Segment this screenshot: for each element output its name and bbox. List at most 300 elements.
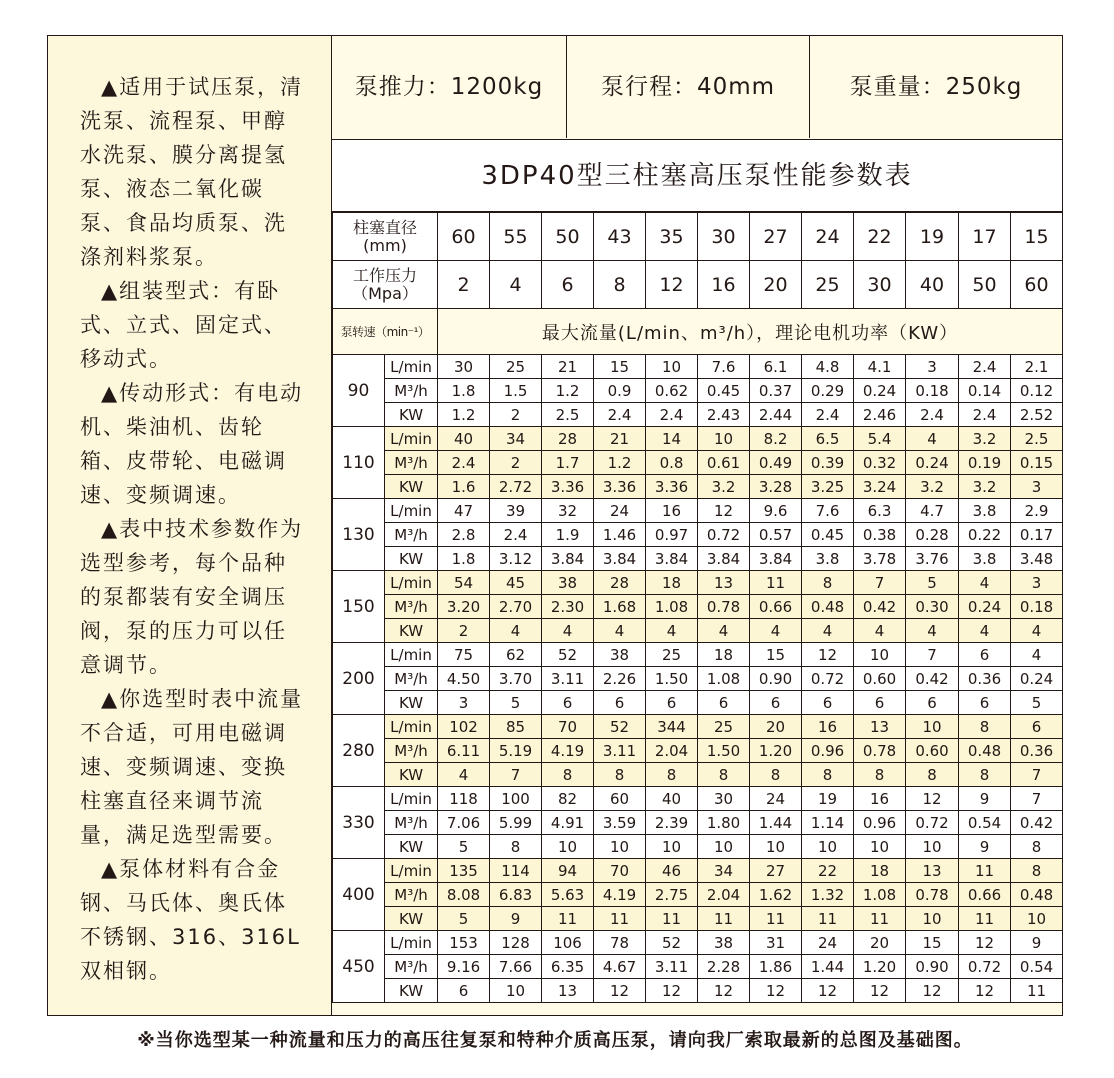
flow-m3h-value-cell: 1.5: [490, 379, 542, 403]
power-kw-value-cell: 7: [1011, 763, 1063, 787]
flow-m3h-value-cell: 3.20: [438, 595, 490, 619]
flow-m3h-value-cell: 0.18: [1011, 595, 1063, 619]
speed-200-flow-m3h-row: [333, 667, 1063, 691]
flow-m3h-value-cell: 3.11: [542, 667, 594, 691]
flow-lmin-value-cell: 4: [1011, 643, 1063, 667]
power-kw-value-cell: 2.46: [854, 403, 906, 427]
flow-lmin-value-cell: 6.3: [854, 499, 906, 523]
power-kw-value-cell: 3.8: [802, 547, 854, 571]
flow-lmin-value-cell: 8.2: [750, 427, 802, 451]
power-kw-value-cell: 10: [906, 835, 959, 859]
flow-m3h-value-cell: 0.49: [750, 451, 802, 475]
flow-m3h-value-cell: 1.68: [594, 595, 646, 619]
power-kw-value-cell: 11: [698, 907, 750, 931]
power-kw-value-cell: 4: [802, 619, 854, 643]
flow-lmin-value-cell: 3.2: [959, 427, 1011, 451]
flow-lmin-value-cell: 344: [646, 715, 698, 739]
flow-m3h-value-cell: 1.08: [646, 595, 698, 619]
flow-lmin-value-cell: 114: [490, 859, 542, 883]
power-kw-value-cell: 2.4: [646, 403, 698, 427]
flow-lmin-value-cell: 30: [698, 787, 750, 811]
power-kw-value-cell: 4: [490, 619, 542, 643]
speed-90-flow-m3h-row: [333, 379, 1063, 403]
flow-lmin-value-cell: 70: [542, 715, 594, 739]
flow-m3h-value-cell: 3.59: [594, 811, 646, 835]
flow-m3h-value-cell: 0.22: [959, 523, 1011, 547]
power-kw-value-cell: 2: [490, 403, 542, 427]
flow-m3h-value-cell: 8.08: [438, 883, 490, 907]
power-kw-value-cell: 10: [542, 835, 594, 859]
performance-table: [332, 212, 1063, 1003]
note-materials: ▲泵体材料有合金钢、马氏体、奥氏体不锈钢、316、316L双相钢。: [80, 857, 301, 983]
flow-lmin-value-cell: 38: [698, 931, 750, 955]
power-kw-value-cell: 6: [646, 691, 698, 715]
flow-lmin-value-cell: 14: [646, 427, 698, 451]
flow-lmin-value-cell: 153: [438, 931, 490, 955]
flow-lmin-unit-label: L/min: [385, 859, 438, 883]
flow-m3h-value-cell: 0.39: [802, 451, 854, 475]
flow-lmin-value-cell: 13: [698, 571, 750, 595]
pump-key-specs: [332, 36, 1062, 140]
power-kw-unit-label: KW: [385, 403, 438, 427]
flow-lmin-value-cell: 62: [490, 643, 542, 667]
speed-330-power-kw-row: [333, 835, 1063, 859]
plunger-diameter-cell: 19: [906, 213, 959, 261]
power-kw-unit-label: KW: [385, 907, 438, 931]
speed-90-flow-lmin-row: [333, 355, 1063, 379]
flow-lmin-value-cell: 27: [750, 859, 802, 883]
flow-lmin-value-cell: 20: [750, 715, 802, 739]
power-kw-value-cell: 3.25: [802, 475, 854, 499]
power-kw-value-cell: 8: [854, 763, 906, 787]
flow-m3h-value-cell: 0.24: [854, 379, 906, 403]
speed-150-flow-m3h-row: [333, 595, 1063, 619]
pump-speed-label: 泵转速（min⁻¹）: [333, 309, 438, 355]
flow-lmin-value-cell: 94: [542, 859, 594, 883]
power-kw-value-cell: 4: [698, 619, 750, 643]
working-pressure-cell: 16: [698, 261, 750, 309]
power-kw-value-cell: 10: [646, 835, 698, 859]
flow-m3h-value-cell: 2.8: [438, 523, 490, 547]
flow-lmin-value-cell: 8: [802, 571, 854, 595]
power-kw-value-cell: 2.44: [750, 403, 802, 427]
flow-lmin-value-cell: 32: [542, 499, 594, 523]
power-kw-value-cell: 2.5: [542, 403, 594, 427]
flow-m3h-value-cell: 0.24: [959, 595, 1011, 619]
flow-lmin-value-cell: 3: [1011, 571, 1063, 595]
flow-m3h-value-cell: 9.16: [438, 955, 490, 979]
flow-lmin-value-cell: 39: [490, 499, 542, 523]
flow-m3h-value-cell: 0.60: [854, 667, 906, 691]
flow-lmin-value-cell: 28: [542, 427, 594, 451]
flow-m3h-value-cell: 1.46: [594, 523, 646, 547]
power-kw-value-cell: 10: [1011, 907, 1063, 931]
plunger-diameter-cell: 27: [750, 213, 802, 261]
plunger-diameter-cell: 17: [959, 213, 1011, 261]
flow-power-header: 最大流量(L/min、m³/h），理论电机功率（KW）: [438, 309, 1063, 355]
power-kw-value-cell: 5: [438, 907, 490, 931]
flow-m3h-value-cell: 0.78: [854, 739, 906, 763]
flow-m3h-value-cell: 0.42: [1011, 811, 1063, 835]
flow-lmin-value-cell: 12: [959, 931, 1011, 955]
plunger-diameter-cell: 43: [594, 213, 646, 261]
note-drive-types: ▲传动形式：有电动机、柴油机、齿轮箱、皮带轮、电磁调速、变频调速。: [80, 381, 304, 507]
flow-m3h-unit-label: M³/h: [385, 451, 438, 475]
power-kw-value-cell: 8: [594, 763, 646, 787]
flow-lmin-value-cell: 2.4: [959, 355, 1011, 379]
power-kw-value-cell: 11: [1011, 979, 1063, 1003]
flow-lmin-value-cell: 38: [594, 643, 646, 667]
power-kw-value-cell: 3: [438, 691, 490, 715]
flow-m3h-value-cell: 5.63: [542, 883, 594, 907]
flow-lmin-value-cell: 15: [594, 355, 646, 379]
flow-lmin-value-cell: 18: [854, 859, 906, 883]
power-kw-value-cell: 6: [750, 691, 802, 715]
flow-lmin-value-cell: 6: [959, 643, 1011, 667]
flow-lmin-value-cell: 8: [1011, 859, 1063, 883]
flow-m3h-value-cell: 5.99: [490, 811, 542, 835]
flow-lmin-value-cell: 8: [959, 715, 1011, 739]
flow-m3h-value-cell: 0.48: [1011, 883, 1063, 907]
flow-lmin-value-cell: 10: [854, 643, 906, 667]
flow-lmin-value-cell: 40: [646, 787, 698, 811]
power-kw-value-cell: 3.12: [490, 547, 542, 571]
flow-m3h-value-cell: 1.8: [438, 379, 490, 403]
working-pressure-label-text: 工作压力: [353, 265, 418, 285]
application-notes-sidebar: [48, 36, 332, 1015]
flow-m3h-value-cell: 0.17: [1011, 523, 1063, 547]
flow-lmin-value-cell: 6.1: [750, 355, 802, 379]
flow-lmin-value-cell: 10: [906, 715, 959, 739]
plunger-diameter-cell: 50: [542, 213, 594, 261]
speed-280-flow-m3h-row: [333, 739, 1063, 763]
flow-lmin-unit-label: L/min: [385, 643, 438, 667]
flow-lmin-value-cell: 30: [438, 355, 490, 379]
flow-lmin-value-cell: 7: [854, 571, 906, 595]
power-kw-unit-label: KW: [385, 547, 438, 571]
plunger-diameter-label: [333, 213, 438, 261]
flow-m3h-value-cell: 1.32: [802, 883, 854, 907]
flow-m3h-value-cell: 1.20: [750, 739, 802, 763]
flow-lmin-value-cell: 2.1: [1011, 355, 1063, 379]
flow-m3h-value-cell: 1.86: [750, 955, 802, 979]
flow-m3h-value-cell: 0.90: [906, 955, 959, 979]
flow-m3h-value-cell: 3.11: [646, 955, 698, 979]
flow-m3h-value-cell: 0.19: [959, 451, 1011, 475]
power-kw-value-cell: 3.84: [698, 547, 750, 571]
flow-m3h-value-cell: 0.42: [906, 667, 959, 691]
plunger-diameter-row: [333, 213, 1063, 261]
speed-150-flow-lmin-row: [333, 571, 1063, 595]
flow-m3h-value-cell: 1.44: [750, 811, 802, 835]
note-applications: ▲适用于试压泵，清洗泵、流程泵、甲醇水洗泵、膜分离提氢泵、液态二氧化碳泵、食品均质泵、洗涤剂料浆泵。: [80, 75, 304, 269]
flow-m3h-value-cell: 0.15: [1011, 451, 1063, 475]
power-kw-value-cell: 4: [854, 619, 906, 643]
power-kw-value-cell: 8: [750, 763, 802, 787]
speed-280-power-kw-row: [333, 763, 1063, 787]
power-kw-value-cell: 1.8: [438, 547, 490, 571]
working-pressure-cell: 50: [959, 261, 1011, 309]
power-kw-value-cell: 6: [802, 691, 854, 715]
flow-lmin-value-cell: 15: [750, 643, 802, 667]
flow-m3h-value-cell: 0.29: [802, 379, 854, 403]
speed-130-flow-m3h-row: [333, 523, 1063, 547]
flow-lmin-unit-label: L/min: [385, 571, 438, 595]
flow-lmin-value-cell: 7.6: [802, 499, 854, 523]
flow-lmin-value-cell: 106: [542, 931, 594, 955]
flow-m3h-value-cell: 4.67: [594, 955, 646, 979]
flow-lmin-value-cell: 128: [490, 931, 542, 955]
flow-m3h-value-cell: 1.2: [594, 451, 646, 475]
flow-m3h-value-cell: 1.44: [802, 955, 854, 979]
flow-m3h-value-cell: 4.91: [542, 811, 594, 835]
flow-m3h-value-cell: 0.66: [750, 595, 802, 619]
power-kw-value-cell: 10: [750, 835, 802, 859]
flow-lmin-value-cell: 21: [542, 355, 594, 379]
power-kw-value-cell: 3.36: [646, 475, 698, 499]
flow-lmin-value-cell: 100: [490, 787, 542, 811]
pump-spec-sheet: [47, 35, 1063, 1016]
flow-lmin-value-cell: 21: [594, 427, 646, 451]
speed-450-flow-lmin-row: [333, 931, 1063, 955]
flow-m3h-value-cell: 0.12: [1011, 379, 1063, 403]
power-kw-value-cell: 11: [959, 907, 1011, 931]
speed-110-flow-m3h-row: [333, 451, 1063, 475]
flow-m3h-value-cell: 0.57: [750, 523, 802, 547]
power-kw-value-cell: 2: [438, 619, 490, 643]
flow-lmin-value-cell: 4: [959, 571, 1011, 595]
flow-lmin-value-cell: 31: [750, 931, 802, 955]
power-kw-value-cell: 3.2: [959, 475, 1011, 499]
pump-speed-cell: 110: [333, 427, 385, 499]
speed-330-flow-m3h-row: [333, 811, 1063, 835]
flow-m3h-value-cell: 1.14: [802, 811, 854, 835]
flow-lmin-value-cell: 13: [854, 715, 906, 739]
power-kw-value-cell: 3.28: [750, 475, 802, 499]
power-kw-value-cell: 11: [646, 907, 698, 931]
flow-lmin-value-cell: 16: [854, 787, 906, 811]
flow-lmin-value-cell: 15: [906, 931, 959, 955]
power-kw-value-cell: 4: [906, 619, 959, 643]
working-pressure-cell: 60: [1011, 261, 1063, 309]
power-kw-value-cell: 10: [854, 835, 906, 859]
power-kw-value-cell: 12: [854, 979, 906, 1003]
performance-table-body: [333, 213, 1063, 1003]
working-pressure-cell: 40: [906, 261, 959, 309]
power-kw-value-cell: 4: [594, 619, 646, 643]
flow-lmin-value-cell: 60: [594, 787, 646, 811]
flow-m3h-value-cell: 1.80: [698, 811, 750, 835]
flow-lmin-value-cell: 18: [698, 643, 750, 667]
flow-lmin-value-cell: 34: [490, 427, 542, 451]
flow-lmin-value-cell: 28: [594, 571, 646, 595]
power-kw-value-cell: 12: [906, 979, 959, 1003]
plunger-diameter-cell: 35: [646, 213, 698, 261]
flow-lmin-value-cell: 4.8: [802, 355, 854, 379]
power-kw-value-cell: 6: [594, 691, 646, 715]
speed-150-power-kw-row: [333, 619, 1063, 643]
power-kw-value-cell: 10: [490, 979, 542, 1003]
working-pressure-cell: 25: [802, 261, 854, 309]
speed-400-power-kw-row: [333, 907, 1063, 931]
power-kw-value-cell: 10: [802, 835, 854, 859]
power-kw-value-cell: 9: [959, 835, 1011, 859]
flow-lmin-value-cell: 20: [854, 931, 906, 955]
pump-weight-spec: 泵重量：250kg: [849, 74, 1023, 100]
power-kw-value-cell: 12: [594, 979, 646, 1003]
working-pressure-cell: 2: [438, 261, 490, 309]
flow-lmin-unit-label: L/min: [385, 931, 438, 955]
power-kw-unit-label: KW: [385, 763, 438, 787]
power-kw-value-cell: 4: [438, 763, 490, 787]
flow-m3h-value-cell: 0.96: [854, 811, 906, 835]
power-kw-value-cell: 10: [698, 835, 750, 859]
plunger-diameter-cell: 22: [854, 213, 906, 261]
power-kw-value-cell: 6: [854, 691, 906, 715]
flow-lmin-value-cell: 24: [594, 499, 646, 523]
power-kw-value-cell: 6: [542, 691, 594, 715]
working-pressure-cell: 20: [750, 261, 802, 309]
plunger-diameter-cell: 30: [698, 213, 750, 261]
flow-m3h-value-cell: 3.11: [594, 739, 646, 763]
speed-110-flow-lmin-row: [333, 427, 1063, 451]
flow-m3h-value-cell: 0.45: [698, 379, 750, 403]
flow-lmin-value-cell: 52: [542, 643, 594, 667]
speed-130-flow-lmin-row: [333, 499, 1063, 523]
flow-m3h-value-cell: 0.48: [802, 595, 854, 619]
flow-m3h-unit-label: M³/h: [385, 739, 438, 763]
flow-lmin-value-cell: 3.8: [959, 499, 1011, 523]
plunger-diameter-cell: 24: [802, 213, 854, 261]
plunger-diameter-cell: 55: [490, 213, 542, 261]
flow-lmin-value-cell: 78: [594, 931, 646, 955]
flow-m3h-value-cell: 2.26: [594, 667, 646, 691]
power-kw-value-cell: 3.36: [594, 475, 646, 499]
flow-lmin-value-cell: 52: [646, 931, 698, 955]
pump-thrust-spec: 泵推力：1200kg: [332, 36, 567, 138]
power-kw-value-cell: 12: [802, 979, 854, 1003]
note-flow-adjustment: ▲你选型时表中流量不合适，可用电磁调速、变频调速、变换柱塞直径来调节流量，满足选型需要。: [80, 687, 304, 847]
power-kw-value-cell: 6: [959, 691, 1011, 715]
power-kw-value-cell: 3.48: [1011, 547, 1063, 571]
flow-m3h-value-cell: 0.8: [646, 451, 698, 475]
flow-m3h-value-cell: 0.24: [1011, 667, 1063, 691]
flow-m3h-value-cell: 2.39: [646, 811, 698, 835]
flow-lmin-value-cell: 25: [646, 643, 698, 667]
speed-400-flow-lmin-row: [333, 859, 1063, 883]
power-kw-value-cell: 3.84: [646, 547, 698, 571]
flow-m3h-value-cell: 1.50: [698, 739, 750, 763]
power-kw-value-cell: 7: [490, 763, 542, 787]
power-kw-value-cell: 8: [698, 763, 750, 787]
flow-lmin-value-cell: 7: [1011, 787, 1063, 811]
flow-m3h-value-cell: 0.37: [750, 379, 802, 403]
flow-lmin-value-cell: 7: [906, 643, 959, 667]
flow-lmin-value-cell: 75: [438, 643, 490, 667]
power-kw-value-cell: 4: [542, 619, 594, 643]
flow-lmin-value-cell: 118: [438, 787, 490, 811]
table-title: 3DP40型三柱塞高压泵性能参数表: [332, 140, 1062, 212]
power-kw-value-cell: 5: [490, 691, 542, 715]
flow-m3h-value-cell: 1.62: [750, 883, 802, 907]
flow-m3h-value-cell: 0.24: [906, 451, 959, 475]
plunger-diameter-cell: 15: [1011, 213, 1063, 261]
power-kw-value-cell: 3.84: [594, 547, 646, 571]
flow-m3h-value-cell: 0.72: [698, 523, 750, 547]
flow-m3h-value-cell: 4.19: [594, 883, 646, 907]
flow-m3h-value-cell: 2.70: [490, 595, 542, 619]
power-kw-value-cell: 11: [594, 907, 646, 931]
power-kw-value-cell: 1.2: [438, 403, 490, 427]
power-kw-value-cell: 11: [802, 907, 854, 931]
power-kw-value-cell: 13: [542, 979, 594, 1003]
power-kw-value-cell: 5: [438, 835, 490, 859]
plunger-diameter-cell: 60: [438, 213, 490, 261]
power-kw-value-cell: 2.52: [1011, 403, 1063, 427]
flow-lmin-value-cell: 3: [906, 355, 959, 379]
flow-lmin-unit-label: L/min: [385, 499, 438, 523]
power-kw-value-cell: 4: [1011, 619, 1063, 643]
power-kw-value-cell: 2.43: [698, 403, 750, 427]
speed-400-flow-m3h-row: [333, 883, 1063, 907]
flow-lmin-value-cell: 16: [646, 499, 698, 523]
flow-m3h-value-cell: 2.4: [438, 451, 490, 475]
flow-lmin-value-cell: 4: [906, 427, 959, 451]
pump-speed-cell: 130: [333, 499, 385, 571]
pump-speed-cell: 200: [333, 643, 385, 715]
power-kw-value-cell: 2.72: [490, 475, 542, 499]
footer-note: ※当你选型某一种流量和压力的高压往复泵和特种介质高压泵，请向我厂索取最新的总图及基础图。: [137, 1030, 973, 1051]
flow-m3h-value-cell: 1.08: [854, 883, 906, 907]
speed-200-power-kw-row: [333, 691, 1063, 715]
power-kw-unit-label: KW: [385, 619, 438, 643]
plunger-diameter-label-text: 柱塞直径: [353, 217, 418, 237]
flow-lmin-value-cell: 2.5: [1011, 427, 1063, 451]
working-pressure-cell: 6: [542, 261, 594, 309]
flow-m3h-value-cell: 0.54: [959, 811, 1011, 835]
flow-lmin-value-cell: 47: [438, 499, 490, 523]
flow-lmin-value-cell: 85: [490, 715, 542, 739]
power-kw-value-cell: 6: [906, 691, 959, 715]
power-kw-unit-label: KW: [385, 691, 438, 715]
power-kw-value-cell: 11: [542, 907, 594, 931]
pump-speed-cell: 450: [333, 931, 385, 1003]
working-pressure-cell: 12: [646, 261, 698, 309]
working-pressure-row: [333, 261, 1063, 309]
speed-110-power-kw-row: [333, 475, 1063, 499]
working-pressure-cell: 30: [854, 261, 906, 309]
flow-m3h-value-cell: 0.54: [1011, 955, 1063, 979]
power-kw-value-cell: 12: [698, 979, 750, 1003]
flow-m3h-value-cell: 2.4: [490, 523, 542, 547]
flow-m3h-value-cell: 5.19: [490, 739, 542, 763]
power-kw-value-cell: 12: [959, 979, 1011, 1003]
power-kw-value-cell: 8: [906, 763, 959, 787]
flow-lmin-value-cell: 12: [802, 643, 854, 667]
flow-lmin-value-cell: 46: [646, 859, 698, 883]
flow-lmin-value-cell: 12: [698, 499, 750, 523]
power-kw-value-cell: 2.4: [906, 403, 959, 427]
flow-m3h-value-cell: 2.30: [542, 595, 594, 619]
power-kw-value-cell: 3.2: [698, 475, 750, 499]
flow-m3h-value-cell: 2.04: [646, 739, 698, 763]
pump-speed-cell: 280: [333, 715, 385, 787]
flow-lmin-value-cell: 5.4: [854, 427, 906, 451]
power-kw-unit-label: KW: [385, 475, 438, 499]
flow-m3h-unit-label: M³/h: [385, 811, 438, 835]
flow-m3h-value-cell: 0.72: [906, 811, 959, 835]
flow-lmin-value-cell: 12: [906, 787, 959, 811]
